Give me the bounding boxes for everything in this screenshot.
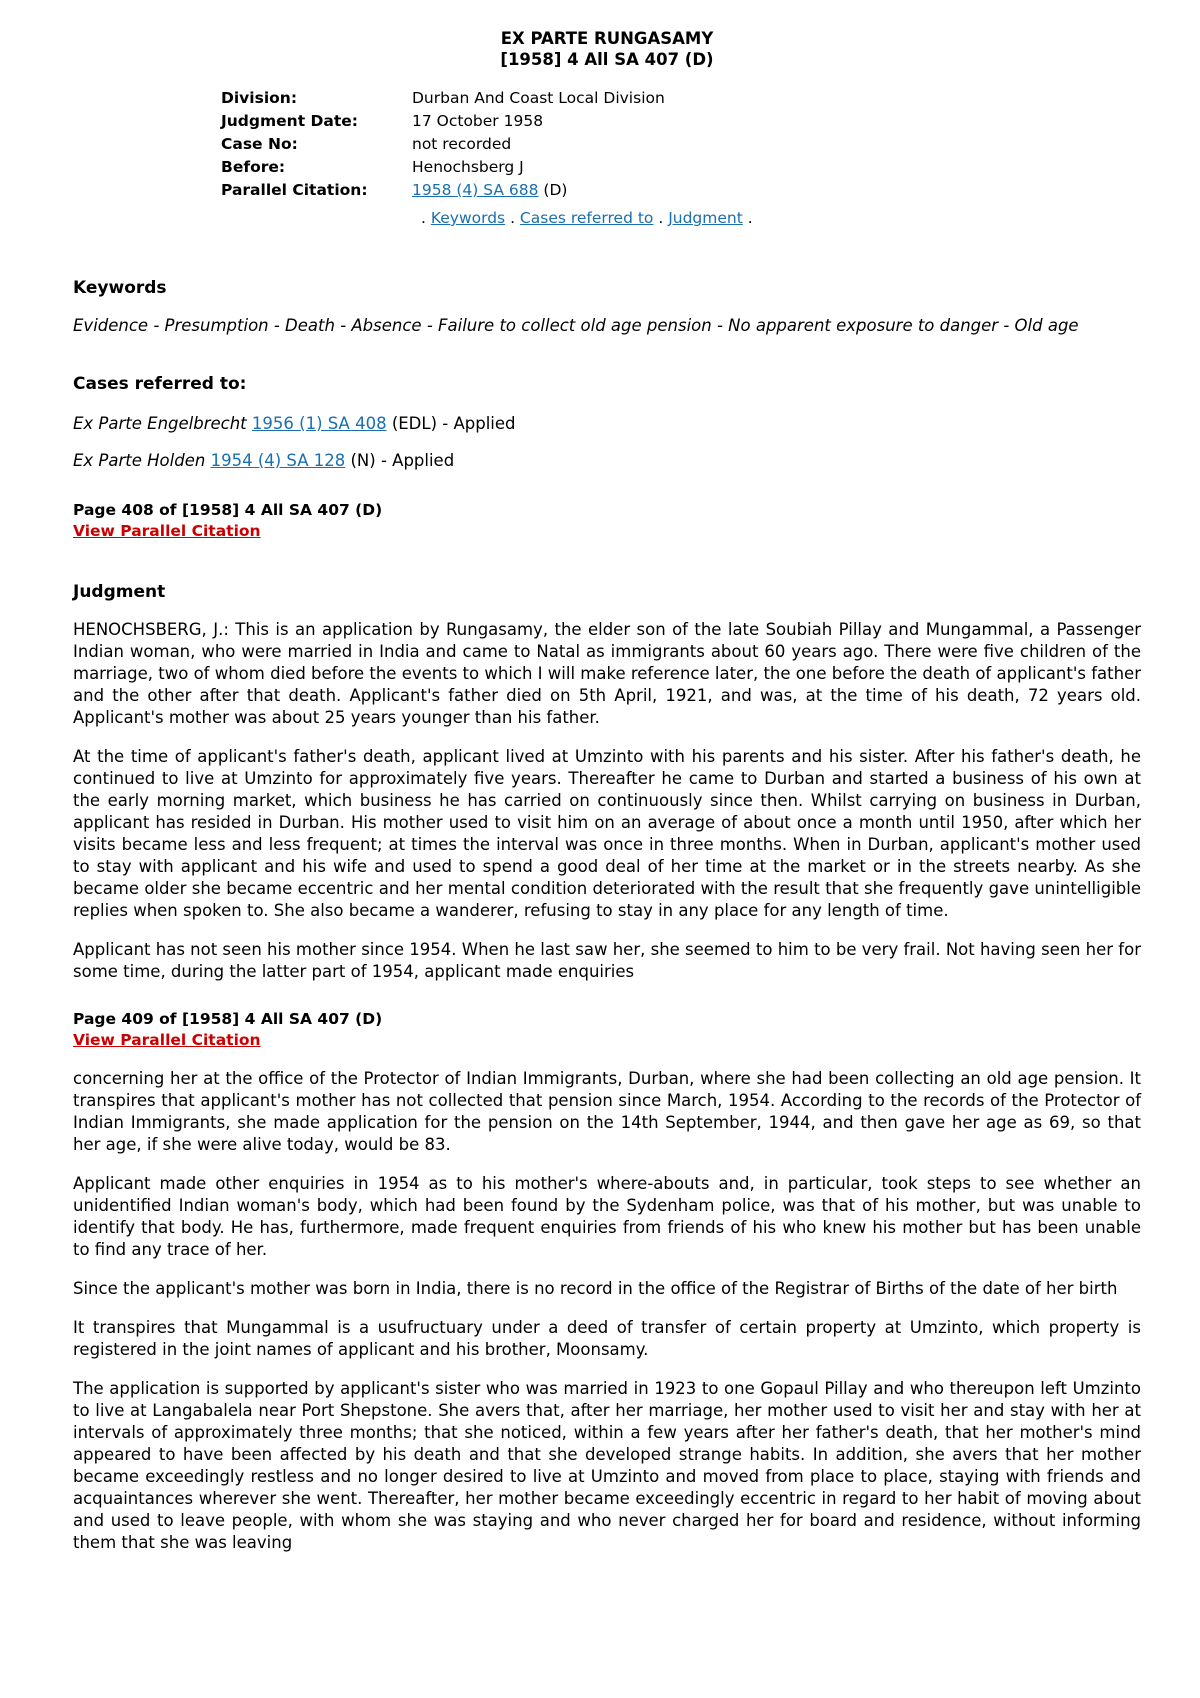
- meta-row-caseno: [221, 133, 1141, 156]
- view-parallel-citation-link[interactable]: View Parallel Citation: [73, 522, 261, 540]
- judgment-paragraph: Since the applicant's mother was born in India, there is no record in the office of the Registrar of Births of the date of her birth: [73, 1279, 1118, 1298]
- judgment-date-label: Judgment Date:: [221, 112, 358, 130]
- parallel-citation-link[interactable]: 1958 (4) SA 688: [412, 181, 539, 199]
- case-name: Ex Parte Engelbrecht: [73, 414, 247, 433]
- judgment-paragraph: Applicant made other enquiries in 1954 as to his mother's where-abouts and, in particular, took steps to see whether an unidentified Indian woman's body, which had been found by the Sydenham police, was that of his mother, but was unable to identify that body. He has, furthermore, made frequent enquiries from friends of his who knew his mother but has been unable to find any trace of her.: [73, 1174, 1141, 1259]
- document-page: [73, 28, 1141, 1554]
- parallel-citation-suffix: (D): [538, 181, 568, 199]
- before-label: Before:: [221, 158, 286, 176]
- view-parallel-citation-link[interactable]: View Parallel Citation: [73, 1031, 261, 1049]
- meta-row-division: [221, 87, 1141, 110]
- case-name: Ex Parte Holden: [73, 451, 206, 470]
- judgment-paragraph: The application is supported by applicant's sister who was married in 1923 to one Gopaul Pillay and who thereupon left Umzinto to live at Langabalela near Port Shepstone. She avers that, after her marriage, her mother used to visit her and stay with her at intervals of approximately three months; that she noticed, within a few years after her father's death, that her mother's mind appeared to have been affected by his death and that she developed strange habits. In addition, she avers that her mother became exceedingly restless and no longer desired to live at Umzinto and moved from place to place, staying with friends and acquaintances wherever she went. Thereafter, her mother became exceedingly eccentric in regard to her habit of moving about and used to leave people, with whom she was staying and who never charged her for board and residence, without informing them that she was leaving: [73, 1379, 1141, 1552]
- cases-heading: Cases referred to:: [73, 374, 247, 394]
- case-item: [73, 450, 1141, 472]
- nav-keywords-link[interactable]: Keywords: [430, 209, 506, 227]
- case-no-label: Case No:: [221, 135, 298, 153]
- judgment-paragraph: concerning her at the office of the Protector of Indian Immigrants, Durban, where she had been collecting an old age pension. It transpires that applicant's mother has not collected that pension since March, 1954. According to the records of the Protector of Indian Immigrants, she made application for the pension on the 14th September, 1944, and then gave her age as 69, so that her age, if she were alive today, would be 83.: [73, 1069, 1141, 1154]
- page-marker-408: [73, 500, 1141, 541]
- division-label: Division:: [221, 89, 298, 107]
- judgment-paragraph: At the time of applicant's father's death, applicant lived at Umzinto with his parents and his sister. After his father's death, he continued to live at Umzinto for approximately five years. Thereafter he came to Durban and started a business of his own at the early morning market, which business he has carried on continuously since then. Whilst carrying on business in Durban, applicant has resided in Durban. His mother used to visit him on an average of about once a month until 1950, after which her visits became less and less frequent; at times the interval was once in three months. When in Durban, applicant's mother used to stay with applicant and his wife and used to spend a good deal of her time at the market or in the streets nearby. As she became older she became eccentric and her mental condition deteriorated with the result that she frequently gave unintelligible replies when spoken to. She also became a wanderer, refusing to stay in any place for any length of time.: [73, 747, 1141, 920]
- before-value: Henochsberg J: [412, 158, 524, 176]
- meta-row-date: [221, 110, 1141, 133]
- page-marker-409: [73, 1009, 1141, 1050]
- case-item: [73, 413, 1141, 435]
- judgment-paragraph: Applicant has not seen his mother since 1954. When he last saw her, she seemed to him to be very frail. Not having seen her for some time, during the latter part of 1954, applicant made enquiries: [73, 940, 1141, 981]
- case-no-value: not recorded: [412, 135, 512, 153]
- keywords-heading: Keywords: [73, 278, 167, 298]
- case-citation: [1958] 4 All SA 407 (D): [500, 50, 714, 69]
- page-marker-label: Page 409 of [1958] 4 All SA 407 (D): [73, 1010, 383, 1028]
- division-value: Durban And Coast Local Division: [412, 89, 665, 107]
- judgment-paragraph: It transpires that Mungammal is a usufructuary under a deed of transfer of certain property at Umzinto, which property is registered in the joint names of applicant and his brother, Moonsamy.: [73, 1318, 1141, 1359]
- meta-row-before: [221, 156, 1141, 179]
- keywords-text: Evidence - Presumption - Death - Absence - Failure to collect old age pension - No apparent exposure to danger - Old age: [73, 316, 1079, 335]
- page-marker-label: Page 408 of [1958] 4 All SA 407 (D): [73, 501, 383, 519]
- section-nav: . Keywords . Cases referred to . Judgment .: [421, 209, 753, 227]
- case-title: EX PARTE RUNGASAMY: [500, 29, 714, 48]
- case-metadata: [221, 87, 1141, 202]
- judgment-heading: Judgment: [73, 582, 166, 602]
- judgment-date-value: 17 October 1958: [412, 112, 544, 130]
- case-treatment: (N) - Applied: [345, 451, 455, 470]
- case-citation-link[interactable]: 1954 (4) SA 128: [210, 451, 346, 470]
- nav-cases-link[interactable]: Cases referred to: [519, 209, 654, 227]
- nav-judgment-link[interactable]: Judgment: [668, 209, 743, 227]
- case-treatment: (EDL) - Applied: [386, 414, 516, 433]
- parallel-citation-value: [412, 179, 567, 202]
- case-citation-link[interactable]: 1956 (1) SA 408: [251, 414, 387, 433]
- parallel-citation-label: Parallel Citation:: [221, 181, 368, 199]
- meta-row-parallel: [221, 179, 1141, 202]
- judgment-paragraph: HENOCHSBERG, J.: This is an application by Rungasamy, the elder son of the late Soubiah Pillay and Mungammal, a Passenger Indian woman, who were married in India and came to Natal as immigrants about 60 years ago. There were five children of the marriage, two of whom died before the events to which I will make reference later, the one before the death of applicant's father and the other after that death. Applicant's father died on 5th April, 1921, and was, at the time of his death, 72 years old. Applicant's mother was about 25 years younger than his father.: [73, 620, 1141, 727]
